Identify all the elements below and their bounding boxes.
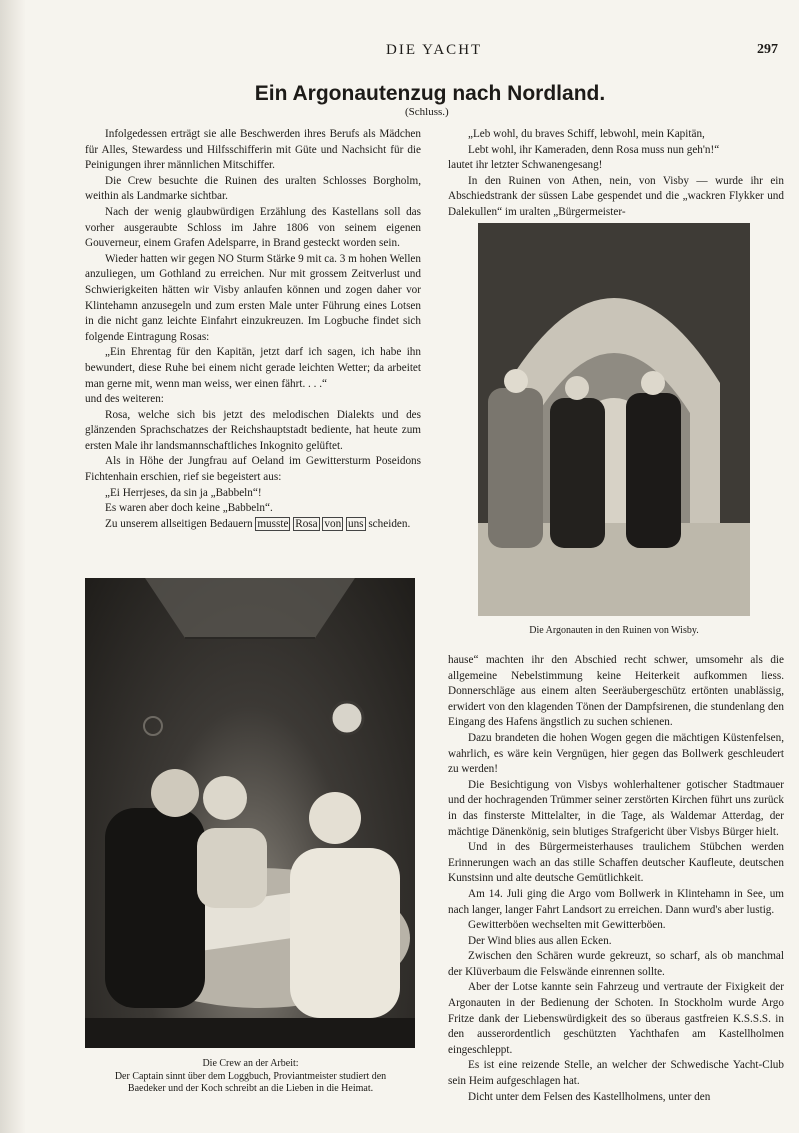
paragraph: Aber der Lotse kannte sein Fahrzeug und vertraute der Fixigkeit der Argonauten in der Bedienung der Schoten. In Stockholm wurde Argo Fritze dank der Liebenswürdigkeit des so überaus gastfreien K.S.S.S. in den ausserordentlich geschützten Yachthafen am Kastellholmen eingeschleppt. [448,981,784,1056]
right-column-top [448,127,784,221]
paragraph: Die Crew besuchte die Ruinen des uralten Schlosses Borgholm, weithin als Landmarke sichtbar. [85,174,421,203]
paragraph: Die Besichtigung von Visbys wohlerhaltener gotischer Stadtmauer und der hochragenden Trümmer seiner zerstörten Kirchen führt uns zurück in das finsterste Mittelalter, in die Tage, als Waldemar Atterdag, der mächtige Dänenkönig, sein blutiges Strafgericht über Visbys Bürger hielt. [448,778,784,838]
crew-illustration [85,578,415,1048]
poem-line: „Leb wohl, du braves Schiff, lebwohl, mein Kapitän, [468,128,705,140]
wisby-photo-drawing [478,223,750,616]
paragraph: Dazu brandeten die hohen Wogen gegen die mächtigen Küstenfelsen, wahrlich, es wäre kein Vergnügen, hier gegen das Bollwerk geschleudert zu werden! [448,731,784,776]
caption-line: Die Crew an der Arbeit: [202,1058,299,1069]
marked-word: musste [257,517,289,530]
caption-line: Baedeker und der Koch schreibt an die Lieben in die Heimat. [127,1083,374,1094]
right-column-bottom [448,653,784,1105]
page-number: 297 [757,42,778,57]
article-title: Ein Argonautenzug nach Nordland. [254,82,606,105]
paragraph: Und in des Bürgermeisterhauses traulichem Stübchen werden Erinnerungen wach an das stille Schaffen deutscher Kaufleute, deutschen Kunstsinn und alte deutsche Gemütlichkeit. [448,841,784,885]
text-fragment: Zu unserem allseitigen Bedauern [105,517,253,530]
text-fragment: scheiden. [368,517,411,530]
marked-word: uns [347,517,364,530]
paragraph: Rosa, welche sich bis jetzt des melodischen Dialekts und des glänzenden Sprachschatzes der Reichshauptstadt bediente, hat heute zum ersten Male ihr landsmannschaftliches Inkognito gelüftet. [85,408,421,452]
article-subtitle: (Schluss.) [405,106,449,118]
poem-line: Lebt wohl, ihr Kameraden, denn Rosa muss nun geh'n!“ [468,143,720,156]
paragraph: Am 14. Juli ging die Argo vom Bollwerk in Klintehamn in See, um nach langer, langer Fahrt Landsort zu erreichen. Dann wurd's aber lustig. [448,887,784,916]
caption-line: Der Captain sinnt über dem Loggbuch, Proviantmeister studiert den [114,1070,387,1082]
paragraph: Nach der wenig glaubwürdigen Erzählung des Kastellans soll das vorher ausgeraubte Schloss im Jahre 1806 von seinem eigenen Gouverneur, einem Grafen Adelsparre, in Brand gesteckt worden sein. [85,205,421,250]
paragraph: In den Ruinen von Athen, nein, von Visby — wurde ihr ein Abschiedstrank der süssen Labe gespendet und die „wackren Flykker und Dalekullen“ im uralten „Bürgermeister- [448,174,784,218]
paragraph: Es ist eine reizende Stelle, an welcher der Schwedische Yacht-Club sein Heim aufgeschlagen hat. [448,1059,784,1088]
marked-word: von [324,517,342,530]
paragraph: Gewitterböen wechselten mit Gewitterböen. [468,919,666,932]
paragraph: Der Wind blies aus allen Ecken. [468,934,612,947]
page-binding-shadow [0,0,26,1133]
paragraph: Wieder hatten wir gegen NO Sturm Stärke 9 mit ca. 3 m hohen Wellen anzuliegen, um Gothland zu erreichen. Nur mit grossem Zeitverlust und Schwierigkeiten hätten wir Visby anlaufen können und zogen daher vor Klintehamn anzusegeln und zum ersten Male unter Führung eines Lotsen in die nicht ganz leichte Einfahrt einzukreuzen. Im Logbuche findet sich folgende Eintragung Rosas: [85,252,421,343]
paragraph: und des weiteren: [85,393,164,406]
paragraph: Es waren aber doch keine „Babbeln“. [105,502,273,515]
paragraph-with-marked-words [85,517,421,533]
wisby-caption: Die Argonauten in den Ruinen von Wisby. [529,625,699,636]
paragraph: Dicht unter dem Felsen des Kastellholmens, unter den [468,1090,711,1103]
crew-caption [78,1058,423,1096]
paragraph: lautet ihr letzter Schwanengesang! [448,159,603,172]
magazine-header: DIE YACHT [386,42,483,58]
marked-word: Rosa [295,517,318,530]
paragraph: Zwischen den Schären wurde gekreuzt, so scharf, als ob manchmal der Klüverbaum die Felswände einrennen sollte. [448,950,784,978]
wisby-ruins-photo [478,223,750,616]
crew-illustration-drawing [85,578,415,1048]
paragraph: Infolgedessen erträgt sie alle Beschwerden ihres Berufs als Mädchen für Alles, Stewardess und Hilfsschifferin mit Güte und Nachsicht für die Peinigungen ihrer männlichen Mitschiffer. [85,128,421,172]
paragraph: „Ei Herrjeses, da sin ja „Babbeln“! [105,486,262,499]
left-column [85,127,421,532]
paragraph: Als in Höhe der Jungfrau auf Oeland im Gewittersturm Poseidons Fichtenhain erschien, rief sie begeistert aus: [85,455,421,484]
paragraph: „Ein Ehrentag für den Kapitän, jetzt darf ich sagen, ich habe ihn bewundert, diese Ruhe bei einem nicht gerade leichten Wetter; da arbeitet man gerne mit, wenn man weiss, wer einen fährt. . . .“ [85,346,421,390]
paragraph: hause“ machten ihr den Abschied recht schwer, umsomehr als die allgemeine Nebelstimmung keine Heiterkeit aufkommen liess. Donnerschläge aus einem alten Seeräubergeschütz ertönten unablässig, erwidert von den klagenden Tönen der Dampfsirenen, die stundenlang den Eingang des Hafens ängstlich zu suchen schienen. [448,654,784,729]
